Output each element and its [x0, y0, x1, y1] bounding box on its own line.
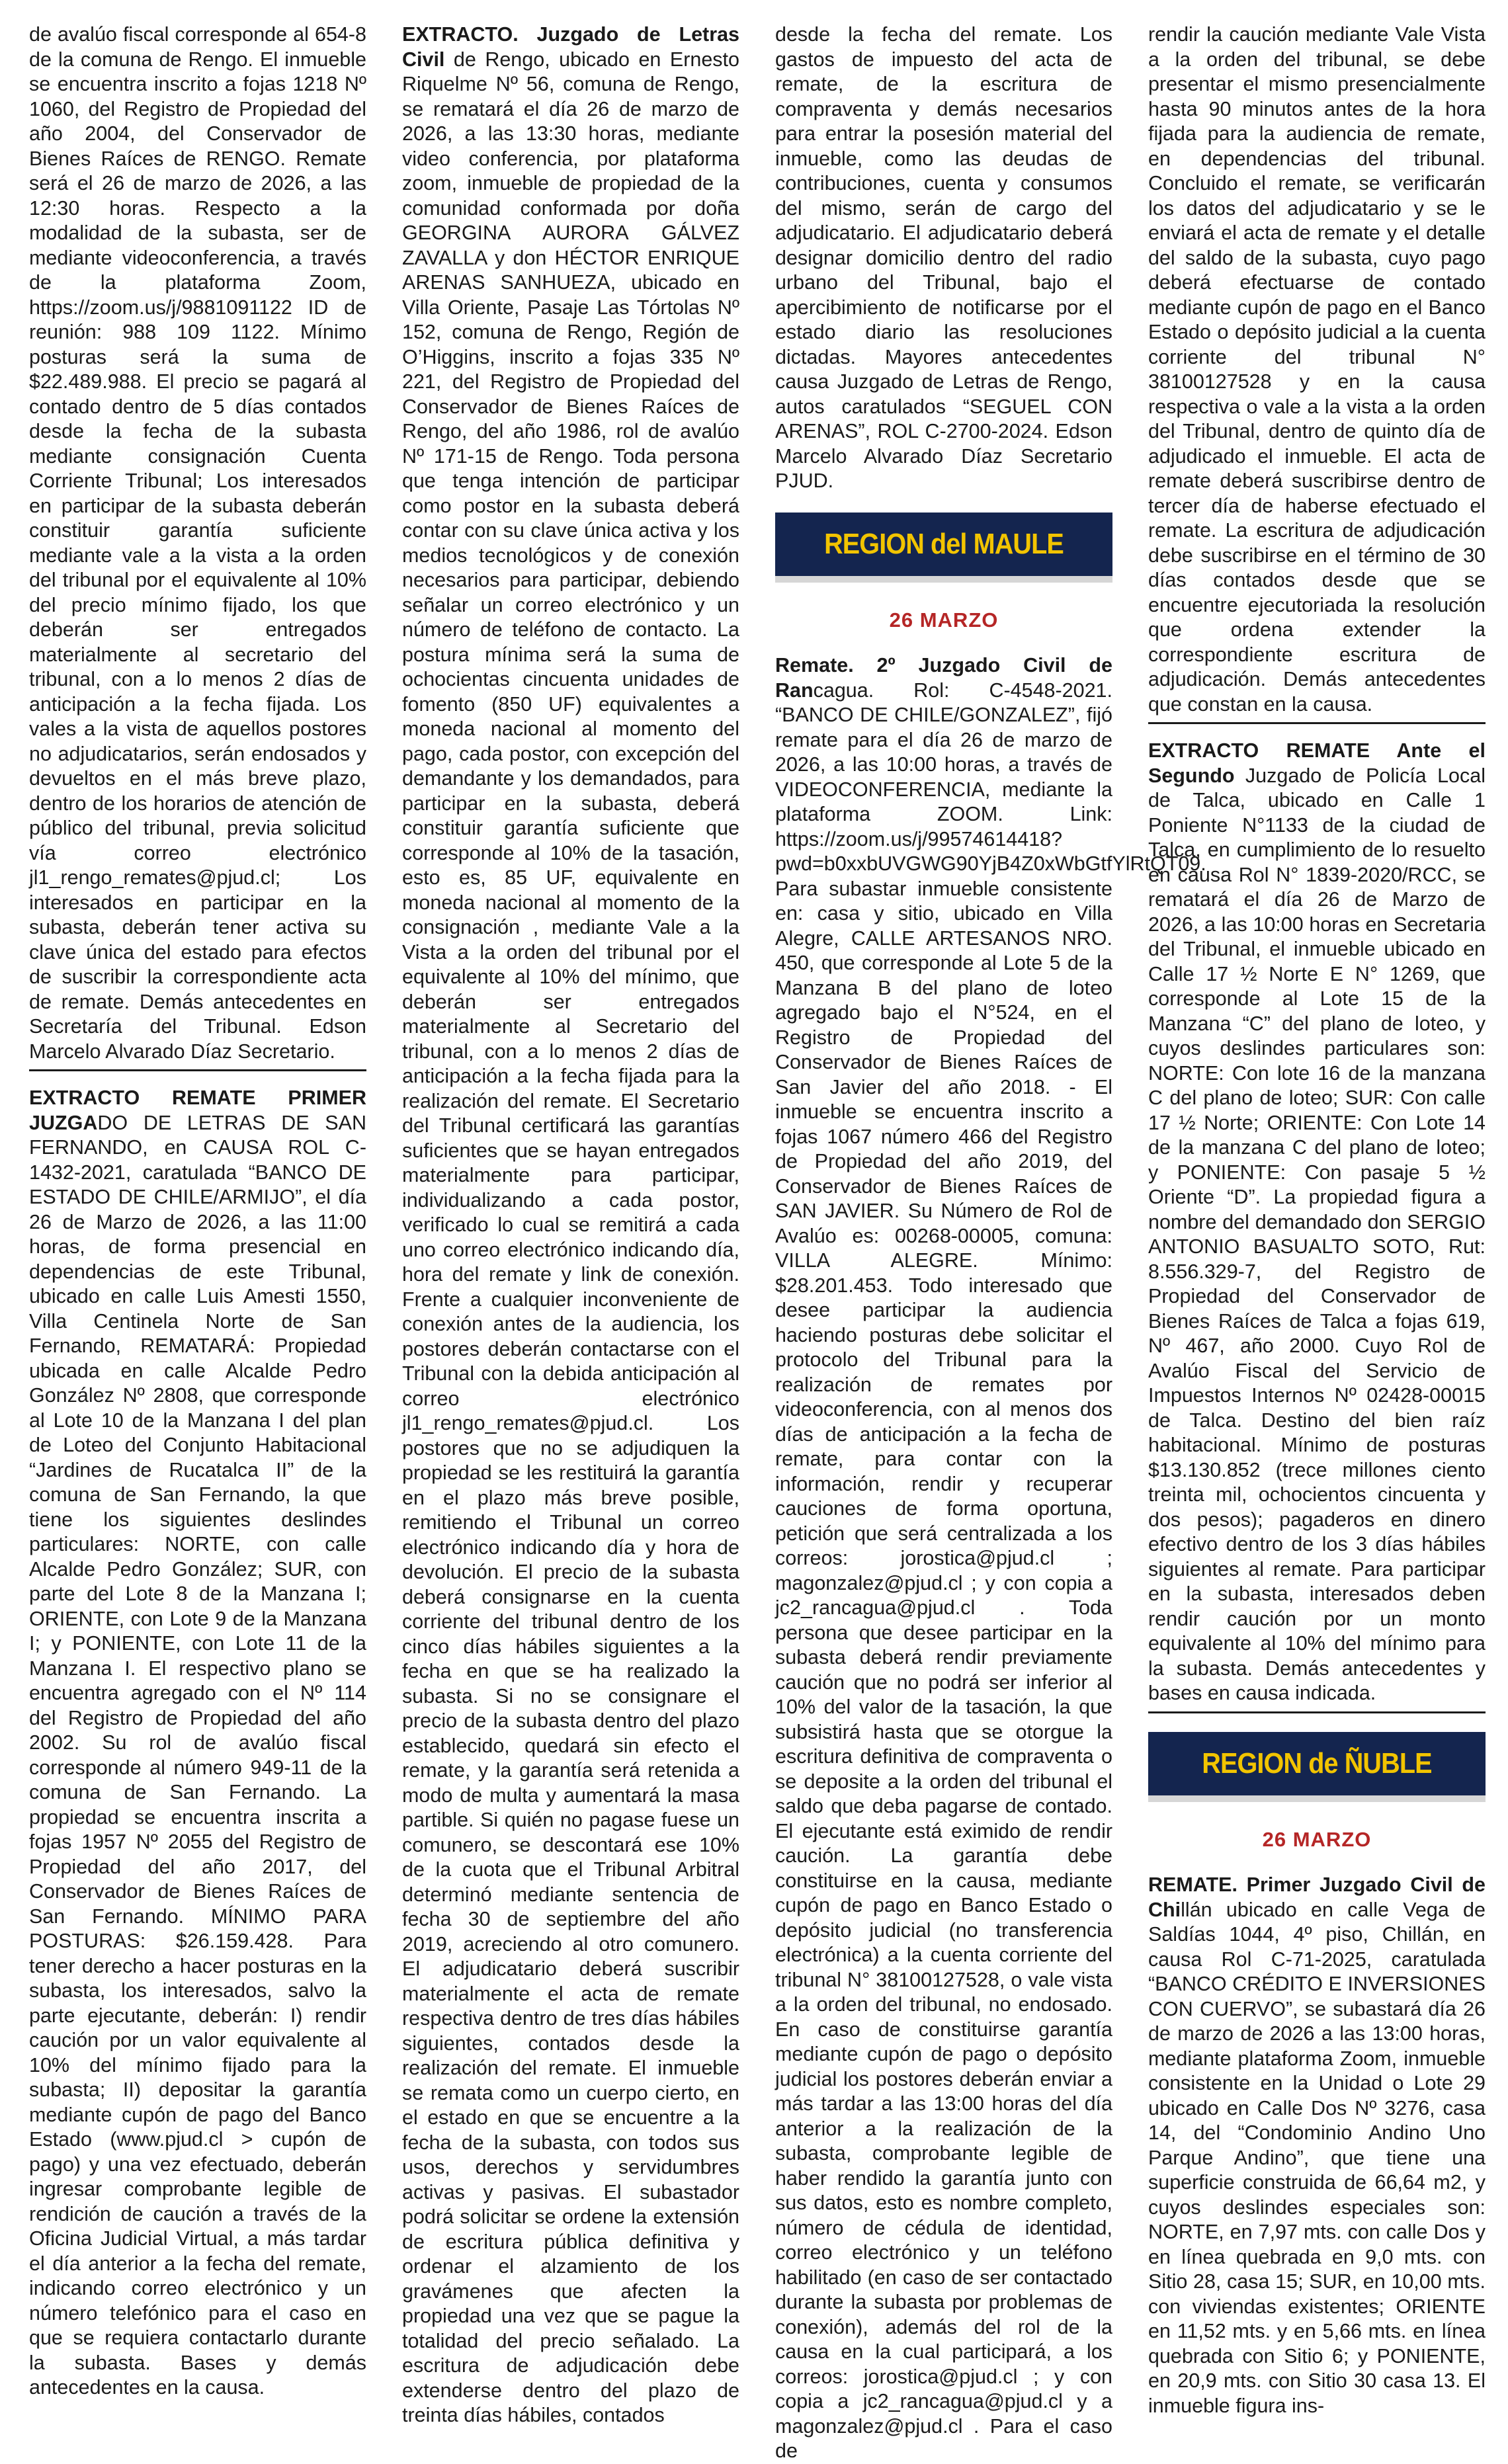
- notice-text: DO DE LETRAS DE SAN FERNANDO, en CAUSA ROL C-1432-2021, caratulada “BANCO DE ESTADO DE CHILE/ARMIJO”, el día 26 de Marzo de 2026, a las 11:00 horas, de forma presencial en dependencias de este Tribunal, ubicado en calle Luis Amesti 1550, Villa Centinela Norte de San Fernando, REMATARÁ: Propiedad ubicada en calle Alcalde Pedro González Nº 2808, que corresponde al Lote 10 de la Manzana I del plan de Loteo del Conjunto Habitacional “Jardines de Rucatalca II” de la comuna de San Fernando, la que tiene los siguientes deslindes particulares: NORTE, con calle Alcalde Pedro González; SUR, con parte del Lote 8 de la Manzana I; ORIENTE, con Lote 9 de la Manzana I; y PONIENTE, con Lote 11 de la Manzana I. El respectivo plano se encuentra agregado con el Nº 114 del Registro de Propiedad del año 2002. Su rol de avalúo fiscal corresponde al número 949-11 de la comuna de San Fernando. La propiedad se encuentra inscrita a fojas 1957 Nº 2055 del Registro de Propiedad del año 2017, del Conservador de Bienes Raíces de San Fernando. MÍNIMO PARA POSTURAS: $26.159.428. Para tener derecho a hacer posturas en la subasta, los interesados, salvo la parte ejecutante, deberán: I) rendir caución por un valor equivalente al 10% del mínimo fijado para la subasta; II) depositar la garantía mediante cupón de pago del Banco Estado (www.pjud.cl > cupón de pago) y una vez efectuado, deberán ingresar comprobante legible de rendición de caución a través de la Oficina Judicial Virtual, a más tardar el día anterior a la fecha del remate, indicando correo electrónico y un número telefónico para el caso en que se requiera contactarlo durante la subasta. Bases y demás antecedentes en la causa.: [29, 1111, 366, 2399]
- notice-rengo-seguel-arenas-continued: [775, 22, 1112, 494]
- notice-text: llán ubicado en calle Vega de Saldías 1044, 4º piso, Chillán, en causa Rol C-71-2025, caratulada “BANCO CRÉDITO E INVERSIONES CON CUERVO”, se subastará día 26 de marzo de 2026 a las 13:00 horas, mediante plataforma Zoom, inmueble consistente en la Unidad o Lote 29 ubicado en Calle Dos Nº 3276, casa 14, del “Condominio Andino Uno Parque Andino”, que tiene una superficie construida de 66,64 m2, y cuyos deslindes especiales son: NORTE, en 7,97 mts. con calle Dos y en línea quebrada en 9,0 mts. con Sitio 28, casa 15; SUR, en 10,00 mts. con viviendas existentes; ORIENTE en 11,52 mts. y en 5,66 mts. en línea quebrada con Sitio 6; y PONIENTE, en 20,9 mts. con Sitio 30 casa 13. El inmueble figura ins-: [1148, 1898, 1486, 2417]
- date-heading: 26 MARZO: [1262, 1827, 1372, 1851]
- date-heading: 26 MARZO: [889, 608, 999, 632]
- region-banner-nuble: [1148, 1732, 1486, 1802]
- notice-rengo-zoom-continued: [29, 22, 366, 1064]
- notice-divider: [1148, 1711, 1486, 1713]
- notice-lead: Remate. 2º Juzgado Civil de Ran: [775, 654, 1112, 702]
- notice-talca: [1148, 739, 1486, 1706]
- notice-rancagua-continued: [1148, 22, 1486, 717]
- region-banner-maule: [775, 513, 1112, 583]
- region-title: REGION de ÑUBLE: [1202, 1746, 1432, 1780]
- notice-lead: EXTRACTO. Juzgado de Letras Civil: [402, 23, 739, 71]
- notice-text: cagua. Rol: C-4548-2021. “BANCO DE CHILE/GONZALEZ”, fijó remate para el día 26 de marzo de 2026, a las 10:00 horas, a través de VIDEOCONFERENCIA, mediante la plataforma ZOOM. Link: https://zoom.us/j/99574614418? pwd=b0xxbUVGWG90YjB4Z0xWbGtfYlRtQT09. Para subastar inmueble consistente en: casa y sitio, ubicado en Villa Alegre, CALLE ARTESANOS NRO. 450, que corresponde al Lote 5 de la Manzana B del plano de loteo agregado bajo el N°524, en el Registro de Propiedad del Conservador de Bienes Raíces de San Javier del año 2018. - El inmueble se encuentra inscrito a fojas 1067 número 466 del Registro de Propiedad del año 2019, del Conservador de Bienes Raíces de SAN JAVIER. Su Número de Rol de Avalúo es: 00268-00005, comuna: VILLA ALEGRE. Mínimo: $28.201.453. Todo interesado que desee participar la audiencia haciendo posturas debe solicitar el protocolo del Tribunal para la realización de remates por videoconferencia, con al menos dos días de anticipación a la fecha de remate, para contar con la información, rendir y recuperar cauciones de forma oportuna, petición que será centralizada a los correos: jorostica@pjud.cl ; magonzalez@pjud.cl ; y con copia a jc2_rancagua@pjud.cl . Toda persona que desee participar en la subasta deberá rendir previamente caución que no podrá ser inferior al 10% del valor de la tasación, la que subsistirá hasta que se otorgue la escritura definitiva de compraventa o se deposite a la orden del tribunal el saldo que deba pagarse de contado. El ejecutante está eximido de rendir caución. La garantía debe constituirse en la causa, mediante cupón de pago en Banco Estado o depósito judicial (no transferencia electrónica) a la cuenta corriente del tribunal N° 38100127528, o vale vista a la orden del tribunal, no endosado. En caso de constituirse garantía mediante cupón de pago o depósito judicial los postores deberán enviar a más tardar a las 13:00 horas del día anterior a la realización de la subasta, comprobante legible de haber rendido la garantía junto con sus datos, esto es nombre completo, número de cédula de identidad, correo electrónico y un teléfono habilitado (en caso de ser contactado durante la subasta por problemas de conexión), además del rol de la causa en la cual participará, a los correos: jorostica@pjud.cl ; y con copia a jc2_rancagua@pjud.cl y a magonzalez@pjud.cl . Para el caso de: [775, 678, 1206, 2462]
- notice-chillan: [1148, 1873, 1486, 2418]
- notice-text: desde la fecha del remate. Los gastos de impuesto del acta de remate, de la escritura de compraventa y demás necesarios para entrar la posesión material del inmueble, como las deudas de contribuciones, cuenta y consumos del mismo, serán de cargo del adjudicatario. El adjudicatario deberá designar domicilio dentro del radio urbano del Tribunal, bajo el apercibimiento de notificarse por el estado diario las resoluciones dictadas. Mayores antecedentes causa Juzgado de Letras de Rengo, autos caratulados “SEGUEL CON ARENAS”, ROL C-2700-2024. Edson Marcelo Alvarado Díaz Secretario PJUD.: [775, 23, 1112, 492]
- notice-text: Juzgado de Policía Local de Talca, ubicado en Calle 1 Poniente N°1133 de la ciudad de Talca, en cumplimiento de lo resuelto en causa Rol N° 1839-2020/RCC, se rematará el día 26 de Marzo de 2026, a las 10:00 horas en Secretaria del Tribunal, el inmueble ubicado en Calle 17 ½ Norte E N° 1269, que corresponde al Lote 15 de la Manzana “C” del plano de loteo, y cuyos deslindes particulares son: NORTE: Con lote 16 de la manzana C del plano de loteo; SUR: Con calle 17 ½ Norte; ORIENTE: Con Lote 14 de la manzana C del plano de loteo; y PONIENTE: Con pasaje 5 ½ Oriente “D”. La propiedad figura a nombre del demandado don SERGIO ANTONIO BASUALTO SOTO, Rut: 8.556.329-7, del Registro de Propiedad del Conservador de Bienes Raíces de Talca a fojas 619, Nº 467, año 2000. Cuyo Rol de Avalúo Fiscal del Servicio de Impuestos Internos Nº 02428-00015 de Talca. Destino del bien raíz habitacional. Mínimo de posturas $13.130.852 (trece millones ciento treinta mil, ochocientos cincuenta y dos pesos); pagaderos en dinero efectivo dentro de los 3 días hábiles siguientes al remate. Para participar en la subasta, interesados deben rendir caución por un monto equivalente al 10% del mínimo para la subasta. Demás antecedentes y bases en causa indicada.: [1148, 764, 1486, 1704]
- notice-lead: EXTRACTO REMATE Ante el Segundo: [1148, 739, 1486, 787]
- notice-text: rendir la caución mediante Vale Vista a la orden del tribunal, se debe presentar el mismo presencialmente hasta 90 minutos antes de la hora fijada para la audiencia de remate, en dependencias del tribunal. Concluido el remate, se verificarán los datos del adjudicatario y se le enviará el acta de remate y el detalle del saldo de la subasta, cuyo pago deberá efectuarse de contado mediante cupón de pago en el Banco Estado o depósito judicial a la cuenta corriente del tribunal N° 38100127528 y en la causa respectiva o vale a la vista a la orden del Tribunal, dentro de quinto día de adjudicado el inmueble. El acta de remate deberá suscribirse dentro de tercer día de haberse efectuado el remate. La escritura de adjudicación debe suscribirse en el término de 30 días contados desde que se encuentre ejecutoriada la resolución que ordena extender la correspondiente escritura de adjudicación. Demás antecedentes que constan en la causa.: [1148, 23, 1486, 716]
- column-2: [402, 22, 739, 2428]
- notice-divider: [1148, 722, 1486, 724]
- column-3: [775, 22, 1206, 2464]
- notice-divider: [29, 1069, 366, 1071]
- notice-san-fernando: [29, 1086, 366, 2401]
- column-1: [29, 22, 366, 2401]
- notice-rancagua-villa-alegre: [775, 653, 1206, 2464]
- notice-lead: REMATE. Primer Juzgado Civil de Chi: [1148, 1873, 1486, 1921]
- notice-lead: EXTRACTO REMATE PRIMER JUZGA: [29, 1087, 366, 1134]
- column-4: [1148, 22, 1486, 2418]
- notice-text: de Rengo, ubicado en Ernesto Riquelme Nº 56, comuna de Rengo, se rematará el día 26 de marzo de 2026, a las 13:30 horas, mediante video conferencia, por plataforma zoom, inmueble de propiedad de la comunidad conformada por doña GEORGINA AURORA GÁLVEZ ZAVALLA y don HÉCTOR ENRIQUE ARENAS SANHUEZA, ubicado en Villa Oriente, Pasaje Las Tórtolas Nº 152, comuna de Rengo, Región de O’Higgins, inscrito a fojas 335 Nº 221, del Registro de Propiedad del Conservador de Bienes Raíces de Rengo, del año 1986, rol de avalúo Nº 171-15 de Rengo. Toda persona que tenga intención de participar como postor en la subasta deberá contar con su clave única activa y los medios tecnológicos y de conexión necesarios para participar, debiendo señalar un correo electrónico y un número de teléfono de contacto. La postura mínima será la suma de ochocientas cincuenta unidades de fomento (850 UF) equivalentes a moneda nacional al momento del pago, cada postor, con excepción del demandante y los demandados, para participar en la subasta, deberá constituir garantía suficiente que corresponde al 10% de la tasación, esto es, 85 UF, equivalente en moneda nacional al momento de la consignación , mediante Vale a la Vista a la orden del tribunal por el equivalente al 10% del mínimo, que deberán ser entregados materialmente al Secretario del tribunal, con a lo menos 2 días de anticipación a la fecha fijada para la realización del remate. El Secretario del Tribunal certificará las garantías suficientes que se hayan entregados materialmente para participar, individualizando a cada postor, verificado lo cual se remitirá a cada uno correo electrónico indicando día, hora del remate y link de conexión. Frente a cualquier inconveniente de conexión antes de la audiencia, los postores deberán contactarse con el Tribunal con la debida anticipación al correo electrónico jl1_rengo_remates@pjud.cl. Los postores que no se adjudiquen la propiedad se les restituirá la garantía en el plazo más breve posible, remitiendo el Tribunal un correo electrónico indicando día y hora de devolución. El precio de la subasta deberá consignarse en la cuenta corriente del tribunal dentro de los cinco días hábiles siguientes a la fecha en que se ha realizado la subasta. Si no se consignare el precio de la subasta dentro del plazo establecido, quedará sin efecto el remate, y la garantía será retenida a modo de multa y aumentará la masa partible. Si quién no pagase fuese un comunero, se descontará ese 10% de la cuota que el Tribunal Arbitral determinó mediante sentencia de fecha 30 de septiembre del año 2019, acreciendo al otro comunero. El adjudicatario deberá suscribir materialmente el acta de remate respectiva dentro de tres días hábiles siguientes, contados desde la realización del remate. El inmueble se remata como un cuerpo cierto, en el estado en que se encuentre a la fecha de la subasta, con todos sus usos, derechos y servidumbres activas y pasivas. El subastador podrá solicitar se ordene la extensión de escritura pública definitiva y ordenar el alzamiento de los gravámenes que afecten la propiedad una vez que se pague la totalidad del precio señalado. La escritura de adjudicación debe extenderse dentro del plazo de treinta días hábiles, contados: [402, 48, 739, 2426]
- region-title: REGION del MAULE: [824, 527, 1064, 560]
- notice-text: de avalúo fiscal corresponde al 654-8 de la comuna de Rengo. El inmueble se encuentra inscrito a fojas 1218 Nº 1060, del Registro de Propiedad del año 2004, del Conservador de Bienes Raíces de RENGO. Remate será el 26 de marzo de 2026, a las 12:30 horas. Respecto a la modalidad de la subasta, ser de mediante videoconferencia, a través de la plataforma Zoom, https://zoom.us/j/9881091122 ID de reunión: 988 109 1122. Mínimo posturas será la suma de $22.489.988. El precio se pagará al contado dentro de 5 días contados desde la fecha de la subasta mediante consignación Cuenta Corriente Tribunal; Los interesados en participar de la subasta deberán constituir garantía suficiente mediante vale a la vista a la orden del tribunal por el equivalente al 10% del precio mínimo fijado, los que deberán ser entregados materialmente al secretario del tribunal, con a lo menos 2 días de anticipación a la fecha fijada. Los vales a la vista de aquellos postores no adjudicatarios, serán endosados y devueltos en el más breve plazo, dentro de los horarios de atención de público del tribunal, previa solicitud vía correo electrónico jl1_rengo_remates@pjud.cl; Los interesados en participar en la subasta, deberán tener activa su clave única del estado para efectos de suscribir la correspondiente acta de remate. Demás antecedentes en Secretaría del Tribunal. Edson Marcelo Alvarado Díaz Secretario.: [29, 23, 366, 1063]
- notice-rengo-seguel-arenas: [402, 22, 739, 2428]
